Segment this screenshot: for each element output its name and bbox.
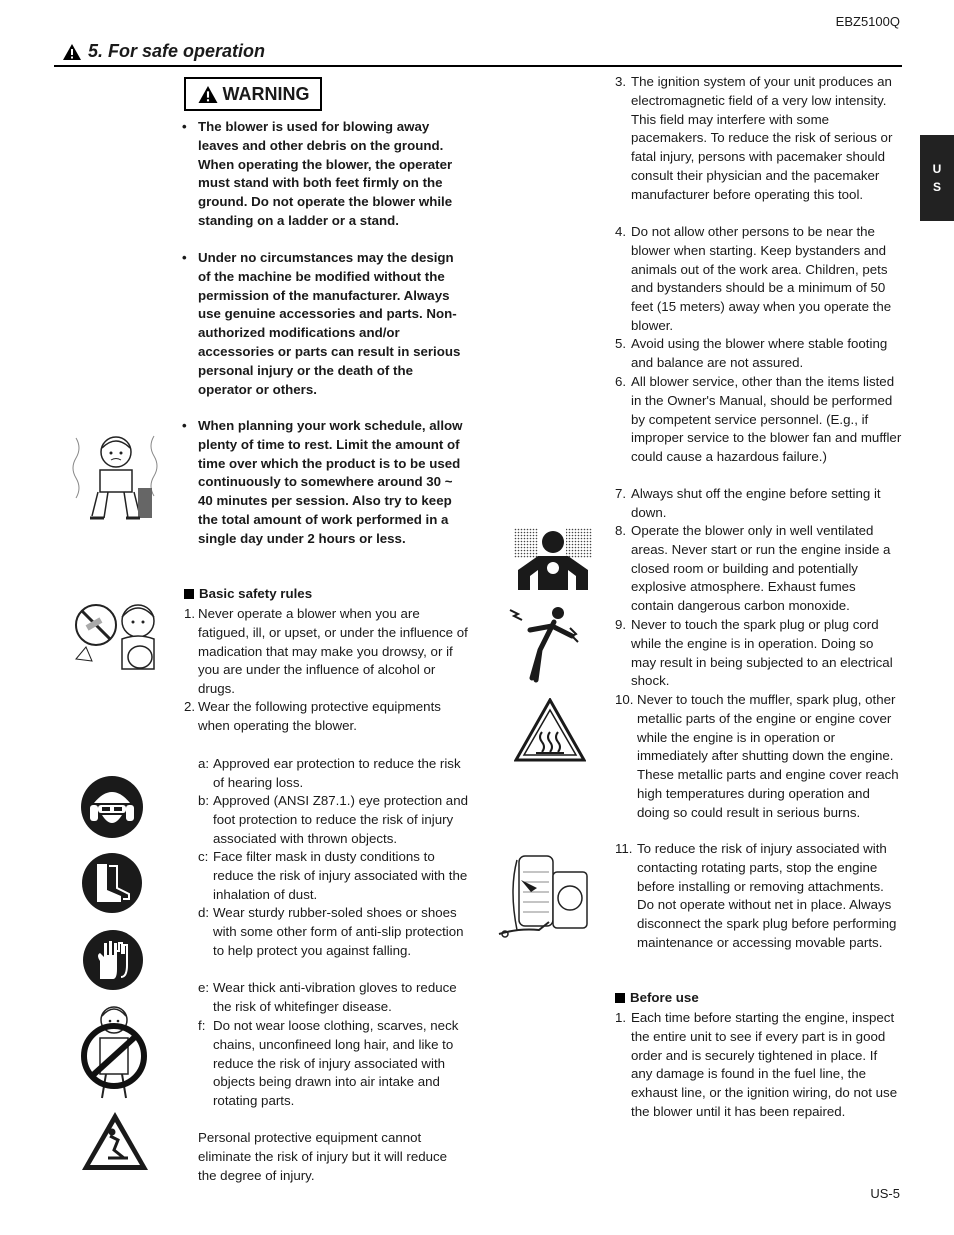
- gloves-icon: [82, 929, 144, 991]
- warning-label: WARNING: [222, 83, 310, 104]
- hot-surface-warning-icon: [514, 698, 586, 764]
- safety-boots-icon: [81, 852, 143, 914]
- helmet-earmuff-goggles-icon: [80, 775, 144, 839]
- page-number: US-5: [870, 1186, 900, 1201]
- section-title: [62, 41, 265, 62]
- warning-bullet-1: [182, 118, 466, 231]
- language-tab: [920, 135, 954, 221]
- bullet-mark: •: [182, 250, 187, 265]
- no-drugs-operator-icon: [72, 595, 166, 679]
- warning-bullet-text: When planning your work schedule, allow plenty of time to rest. Limit the amount of time over which the product is to be used continuously to somewhere around 30 ~ 40 minutes per session. Also try to keep the total amount of work performed in a single day under 2 hours or less.: [198, 418, 463, 546]
- blower-rotating-parts-icon: [497, 852, 593, 944]
- slippery-hazard-warning-icon: [80, 1110, 150, 1172]
- warning-bullet-text: Under no circumstances may the design of the machine be modified without the permission of the manufacturer. Always use genuine accessories and parts. Non-authorized modifications and/or accessories or parts can result in serious personal injury or the death of the operator or others.: [198, 250, 461, 397]
- square-bullet-icon: [615, 993, 625, 1003]
- square-bullet-icon: [184, 589, 194, 599]
- bullet-mark: •: [182, 119, 187, 134]
- electric-shock-hazard-icon: [508, 604, 592, 684]
- warning-bullet-2: [182, 249, 466, 399]
- warning-bullet-3: [182, 417, 466, 549]
- before-use-heading: Before use: [615, 990, 699, 1005]
- warning-box: [184, 77, 322, 111]
- basic-rules-heading: Basic safety rules: [184, 586, 312, 601]
- exhaust-fumes-hazard-icon: [514, 528, 592, 594]
- tab-letter-u: U: [932, 162, 942, 176]
- no-loose-clothing-icon: [80, 1004, 148, 1104]
- warning-bullet-text: The blower is used for blowing away leaves and other debris on the ground. When operating the blower, the operater must stand with both feet firmly on the ground. Do not operate the blower while standing on a ladder or a stand.: [198, 119, 453, 228]
- tab-letter-s: S: [932, 180, 941, 194]
- bullet-mark: •: [182, 418, 187, 433]
- fatigued-operator-icon: [68, 428, 162, 524]
- warning-triangle-icon: [197, 85, 219, 104]
- section-title-text: 5. For safe operation: [88, 41, 266, 61]
- model-number: EBZ5100Q: [835, 14, 900, 29]
- ppe-note: Personal protective equipment cannot eliminate the risk of injury but it will reduce the degree of injury.: [198, 1130, 448, 1183]
- warning-triangle-icon: [62, 43, 82, 61]
- header-rule: [54, 65, 902, 67]
